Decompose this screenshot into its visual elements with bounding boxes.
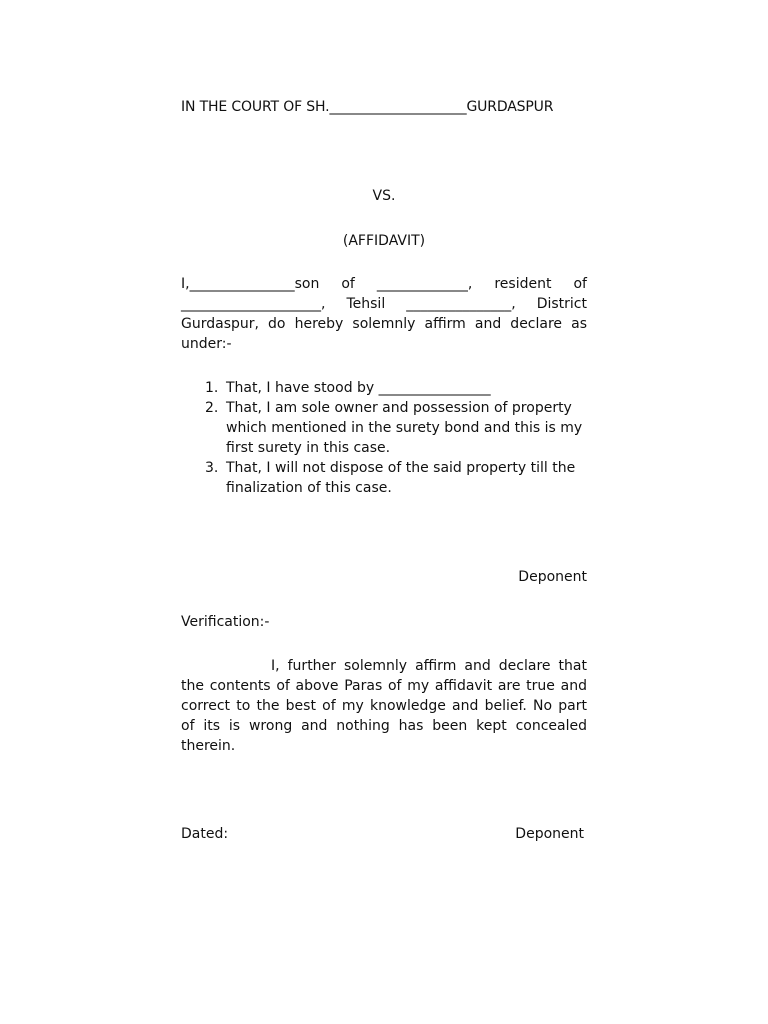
declaration-item xyxy=(181,378,587,398)
declaration-item xyxy=(181,458,587,498)
declaration-number: 2. xyxy=(205,400,219,416)
deponent-footer-label: Deponent xyxy=(515,826,584,842)
deponent-signature-label: Deponent xyxy=(518,569,587,585)
verification-body: I, further solemnly affirm and declare that the contents of above Paras of my affidavit are true and correct to the best of my knowledge and belief. No part of its is wrong and nothing has been kept concealed therein. xyxy=(181,658,587,754)
document-title: (AFFIDAVIT) xyxy=(342,233,426,249)
court-heading: IN THE COURT OF SH.____________________GURDASPUR xyxy=(181,99,554,115)
declaration-list xyxy=(181,378,587,498)
dated-label: Dated: xyxy=(181,826,229,842)
declaration-number: 3. xyxy=(205,460,219,476)
declaration-item xyxy=(181,398,587,458)
declaration-text: That, I will not dispose of the said property till the finalization of this case. xyxy=(226,460,576,496)
declaration-text: That, I have stood by ________________ xyxy=(226,380,491,396)
declaration-number: 1. xyxy=(205,380,219,396)
verification-heading: Verification:- xyxy=(181,614,270,630)
verification-paragraph xyxy=(181,656,587,756)
versus-label: VS. xyxy=(372,188,396,204)
deponent-introduction: I,_______________son of _____________, resident of ____________________, Tehsil _______________, District Gurdaspur, do hereby solemnly affirm and declare as under:- xyxy=(181,276,587,352)
declaration-text: That, I am sole owner and possession of property which mentioned in the surety bond and this is my first surety in this case. xyxy=(226,400,583,456)
